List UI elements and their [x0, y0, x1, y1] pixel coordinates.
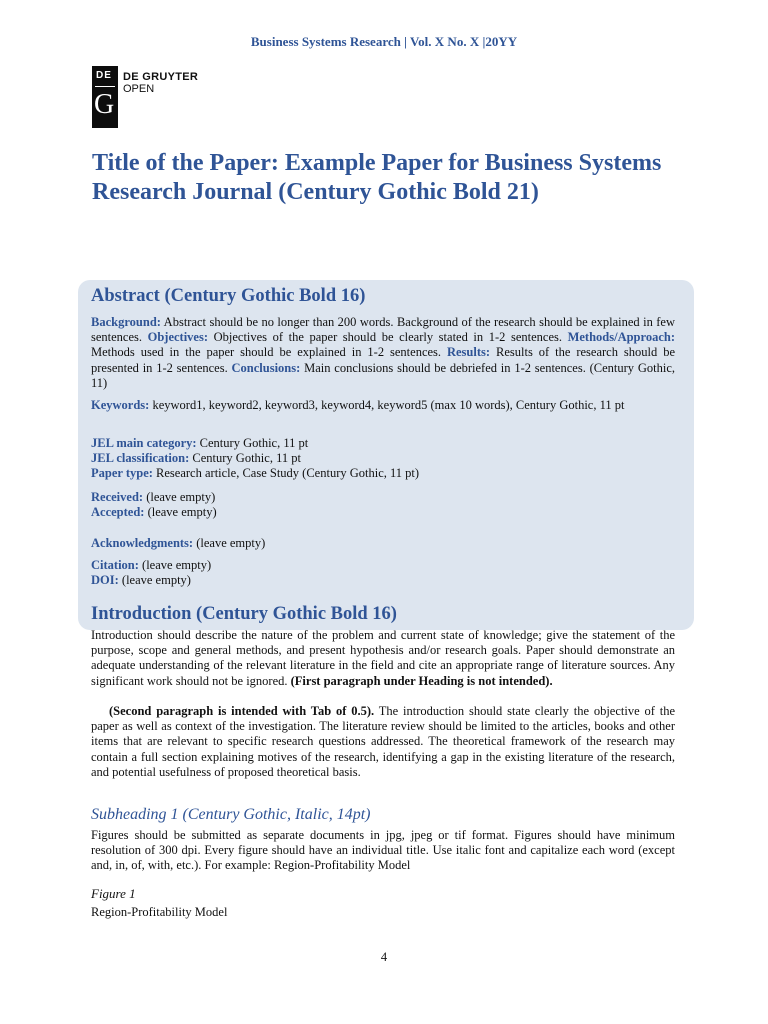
conclusions-text: Main conclusions should be debriefed in 1-2 sentences. (Century Gothic, 11) [91, 360, 675, 390]
received-text: (leave empty) [143, 490, 216, 504]
logo-mark-top: DE [96, 70, 112, 81]
citation-text: (leave empty) [138, 558, 212, 572]
accepted-text: (leave empty) [144, 505, 217, 520]
jel-paper-type-block [91, 436, 675, 482]
logo-line-1: DE GRUYTER [123, 71, 199, 83]
acknowledgments-line [91, 536, 675, 551]
results-label: Results: [446, 345, 491, 360]
received-label: Received: [91, 490, 144, 504]
methods-text: Methods used in the paper should be explained in 1-2 sentences. [91, 345, 447, 360]
results-text: Results of the research should be presented in 1-2 sentences. [91, 345, 675, 375]
paper-type-label: Paper type: [91, 466, 153, 481]
acknowledgments-text: (leave empty) [193, 536, 266, 550]
background-text: Abstract should be no longer than 200 words. Background of the research should be explained in few sentences. [91, 315, 675, 345]
accepted-label: Accepted: [91, 505, 145, 520]
jel-main-label: JEL main category: [91, 436, 197, 450]
introduction-paragraph-1 [91, 628, 675, 689]
jel-class-label: JEL classification: [91, 451, 190, 466]
keywords-label: Keywords: [91, 398, 150, 412]
abstract-summary [91, 315, 675, 391]
logo-wordmark [123, 71, 198, 95]
objectives-label: Objectives: [147, 330, 209, 345]
page-number: 4 [380, 950, 388, 964]
introduction-p1-text: Introduction should describe the nature of the problem and current state of knowledge; give the statement of the purpose, scope and general methods, and present hypothesis and/or research goals. Paper should demonstrate an adequate understanding of the relevant literature in the field and cite an appropriate range of literature sources. Any significant work should not be ignored. [91, 628, 675, 688]
background-label: Background: [91, 315, 161, 329]
introduction-heading: Introduction (Century Gothic Bold 16) [91, 604, 397, 624]
subheading-1-paragraph: Figures should be submitted as separate documents in jpg, jpeg or tif format. Figures should have minimum resolution of 300 dpi. Every figure should have an individual title. Use italic font and capitalize each word (except and, in, of, with, etc.). For example: Region-Profitability Model [91, 828, 675, 873]
paper-type-text: Research article, Case Study (Century Gothic, 11 pt) [152, 466, 420, 481]
jel-main-text: Century Gothic, 11 pt [196, 436, 309, 450]
objectives-text: Objectives of the paper should be clearly stated in 1-2 sentences. [208, 330, 568, 345]
logo-mark-bottom: G [94, 89, 115, 120]
abstract-heading: Abstract (Century Gothic Bold 16) [91, 286, 366, 306]
introduction-paragraph-2 [91, 704, 675, 780]
introduction-p1-note: (First paragraph under Heading is not intended). [290, 673, 553, 688]
introduction-p2-note: (Second paragraph is intended with Tab of 0.5). [109, 704, 375, 718]
logo-mark [92, 66, 118, 128]
logo-line-2: OPEN [123, 83, 155, 95]
subheading-1: Subheading 1 (Century Gothic, Italic, 14pt) [91, 806, 371, 823]
methods-label: Methods/Approach: [567, 330, 675, 345]
de-gruyter-logo [92, 66, 216, 128]
figure-label: Figure 1 [91, 886, 136, 901]
citation-block [91, 558, 675, 588]
acknowledgments-label: Acknowledgments: [91, 536, 194, 550]
journal-header: Business Systems Research | Vol. X No. X |20YY [250, 34, 518, 49]
jel-class-text: Century Gothic, 11 pt [189, 451, 301, 466]
introduction-p2-text: The introduction should state clearly the objective of the paper as well as context of the investigation. The literature review should be limited to the articles, books and other items that are relevant to specific research questions addressed. The theoretical framework of the research may contain a full section explaining motives of the research, identifying a gap in the existing literature of the research, and potential usefulness of proposed theoretical basis. [91, 704, 675, 779]
citation-label: Citation: [91, 558, 139, 572]
paper-title: Title of the Paper: Example Paper for Business Systems Research Journal (Century Gothic Bold 21) [92, 150, 662, 205]
doi-text: (leave empty) [118, 573, 191, 588]
keywords-text: keyword1, keyword2, keyword3, keyword4, keyword5 (max 10 words), Century Gothic, 11 pt [149, 398, 625, 412]
dates-block [91, 490, 675, 520]
conclusions-label: Conclusions: [231, 360, 301, 375]
doi-label: DOI: [91, 573, 119, 588]
keywords-line [91, 398, 675, 413]
figure-title: Region-Profitability Model [91, 905, 228, 919]
